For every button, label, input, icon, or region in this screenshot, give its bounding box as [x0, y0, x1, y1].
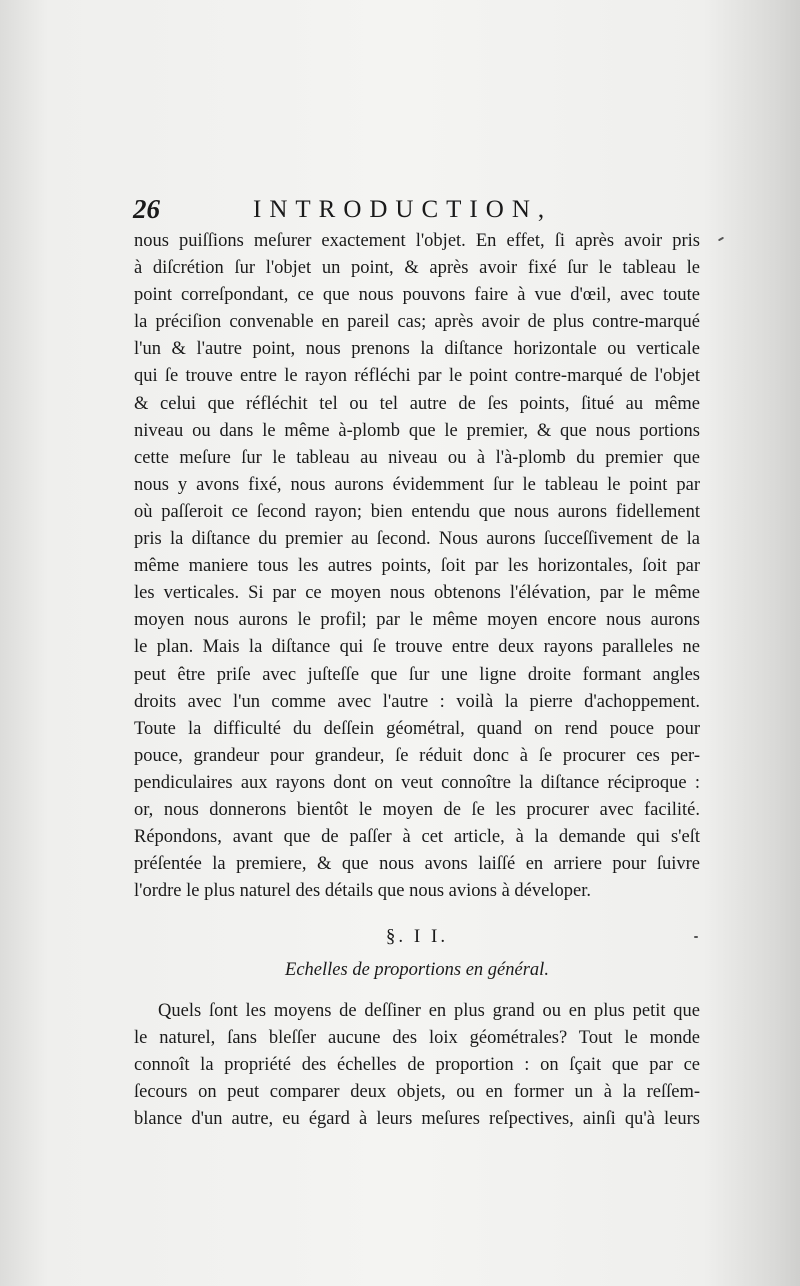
text-line: blance d'un autre, eu égard à leurs meſures reſpectives, ainſi qu'à leurs: [134, 1109, 700, 1130]
paragraph-1: [134, 228, 700, 905]
text-line: & celui que réfléchit tel ou tel autre de ſes points, ſitué au même: [134, 393, 700, 414]
text-line: Quels ſont les moyens de deſſiner en plus grand ou en plus petit que: [158, 1001, 700, 1021]
text-line: préſentée la premiere, & que nous avons laiſſé en arriere pour ſuivre: [134, 854, 700, 875]
text-line: qui ſe trouve entre le rayon réfléchi par le point contre-marqué de l'objet: [134, 366, 700, 387]
text-line: ſecours on peut comparer deux objets, ou en former un à la reſſem-: [134, 1082, 700, 1103]
paper-speck: [694, 936, 698, 938]
text-line: pendiculaires aux rayons dont on veut connoître la diſtance réciproque :: [134, 772, 700, 793]
text-line: cette meſure ſur le tableau au niveau ou à l'à-plomb du premier que: [134, 447, 700, 468]
paper-speck: [718, 237, 724, 242]
text-line: droits avec l'un comme avec l'autre : voilà la pierre d'achoppement.: [134, 691, 700, 712]
text-line: Répondons, avant que de paſſer à cet article, à la demande qui s'eſt: [134, 827, 700, 848]
paragraph-2: [134, 998, 700, 1133]
text-line: à diſcrétion ſur l'objet un point, & après avoir fixé ſur le tableau le: [134, 258, 700, 279]
section-number: §. I I.: [385, 926, 449, 947]
text-line: où paſſeroit ce ſecond rayon; bien entendu que nous aurons fidellement: [134, 501, 700, 522]
text-line: même maniere tous les autres points, ſoit par les horizontales, ſoit par: [134, 556, 700, 577]
text-line: point correſpondant, ce que nous pouvons faire à vue d'œil, avec toute: [134, 285, 700, 306]
page-number: 26: [133, 194, 160, 224]
text-line: le plan. Mais la diſtance qui ſe trouve entre deux rayons paralleles ne: [134, 637, 700, 658]
text-line: connoît la propriété des échelles de proportion : on ſçait que par ce: [134, 1055, 700, 1076]
text-line: l'ordre le plus naturel des détails que nous avions à déveloper.: [134, 881, 591, 902]
text-line: la préciſion convenable en pareil cas; après avoir de plus contre-marqué: [134, 312, 700, 333]
text-line: moyen nous aurons le profil; par le même moyen encore nous aurons: [134, 610, 700, 631]
text-line: pouce, grandeur pour grandeur, ſe réduit donc à ſe procurer ces per-: [134, 745, 700, 766]
text-line: pris la diſtance du premier au ſecond. Nous aurons ſucceſſivement de la: [134, 529, 700, 550]
text-line: or, nous donnerons bientôt le moyen de ſe les procurer avec facilité.: [134, 799, 700, 820]
text-line: nous y avons fixé, nous aurons évidemment ſur le tableau le point par: [134, 474, 700, 495]
text-line: l'un & l'autre point, nous prenons la diſtance horizontale ou verticale: [134, 339, 700, 360]
text-line: Toute la difficulté du deſſein géométral, quand on rend pouce pour: [134, 718, 700, 739]
section-title: Echelles de proportions en général.: [285, 960, 549, 980]
text-line: peut être priſe avec juſteſſe que ſur une ligne droite formant angles: [134, 664, 700, 685]
text-line: niveau ou dans le même à-plomb que le premier, & que nous portions: [134, 420, 700, 441]
text-line: les verticales. Si par ce moyen nous obtenons l'élévation, par le même: [134, 583, 700, 604]
text-line: nous puiſſions meſurer exactement l'objet. En effet, ſi après avoir pris: [134, 231, 700, 251]
running-head: INTRODUCTION,: [253, 196, 553, 223]
text-line: le naturel, ſans bleſſer aucune des loix géométrales? Tout le monde: [134, 1028, 700, 1049]
